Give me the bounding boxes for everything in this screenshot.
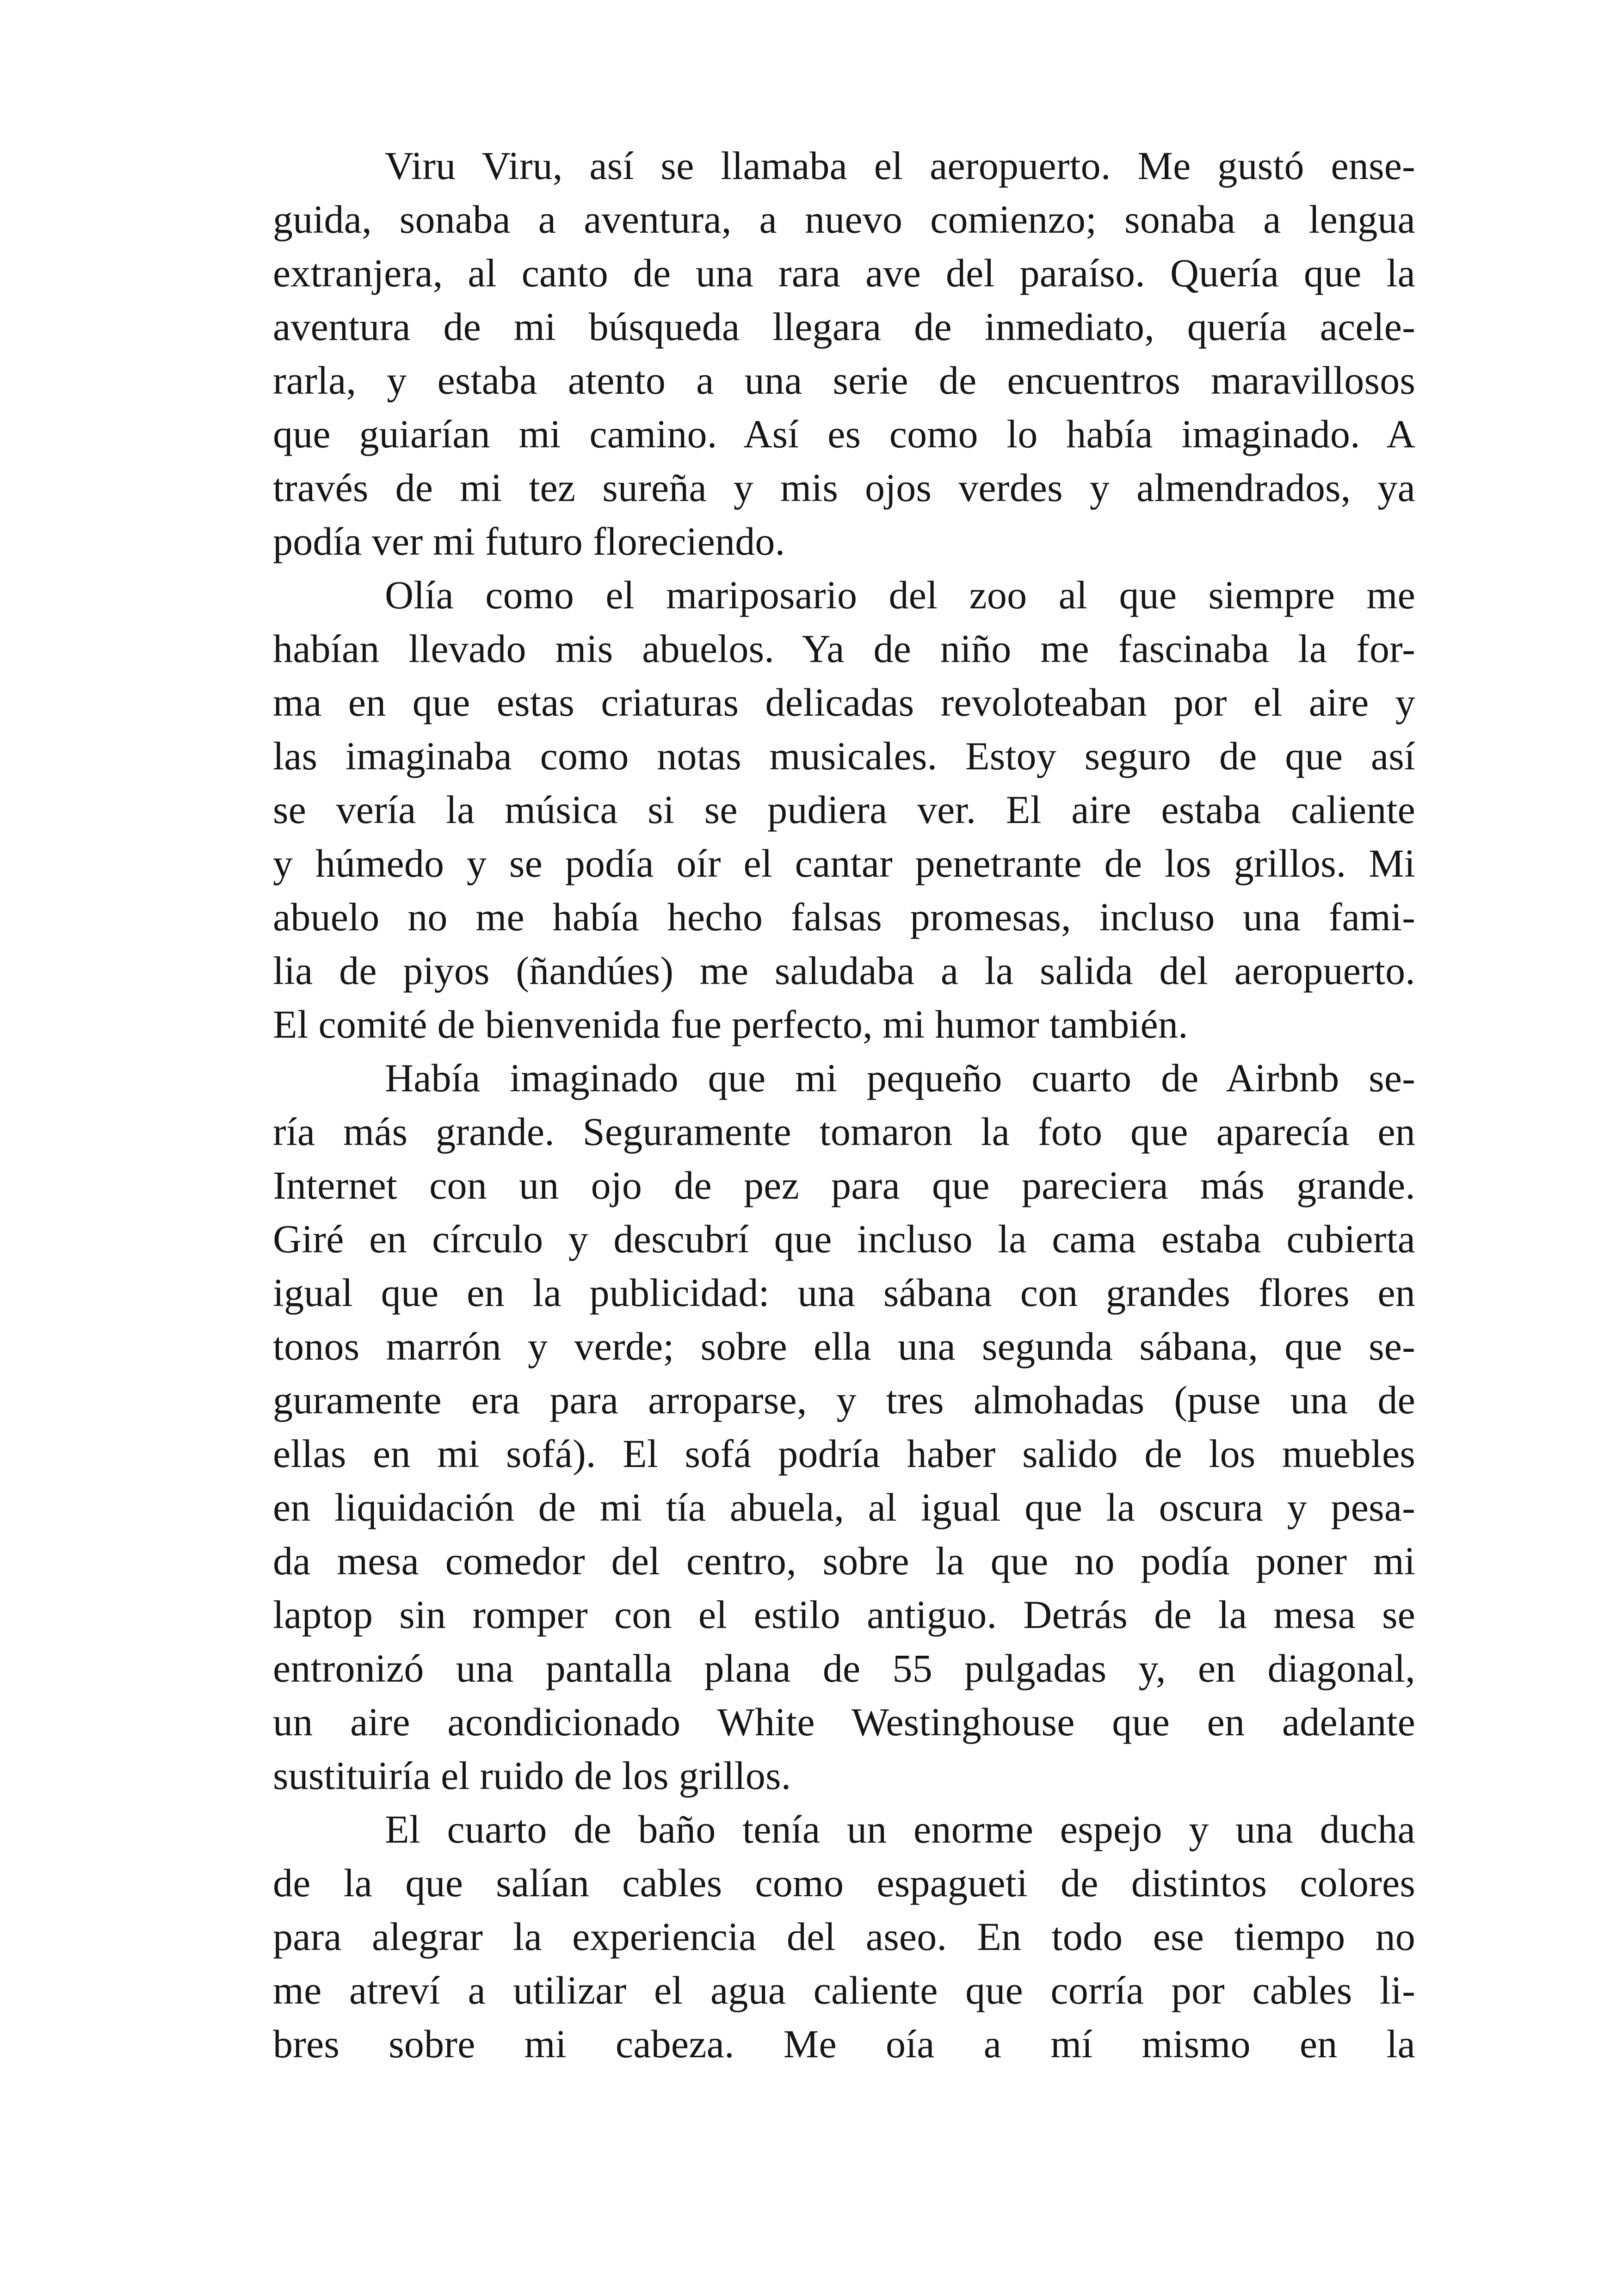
text-line: Olía como el mariposario del zoo al que siempre me <box>385 573 1415 617</box>
text-line: igual que en la publicidad: una sábana con grandes flores en <box>273 1270 1415 1315</box>
text-line: de la que salían cables como espagueti de distintos colores <box>273 1861 1415 1905</box>
text-line: Había imaginado que mi pequeño cuarto de Airbnb se- <box>385 1056 1415 1100</box>
text-line: me atreví a utilizar el agua caliente que corría por cables li- <box>273 1968 1415 2012</box>
text-block <box>273 139 1415 2071</box>
text-line: entronizó una pantalla plana de 55 pulgadas y, en diagonal, <box>273 1646 1415 1690</box>
text-line: abuelo no me había hecho falsas promesas, incluso una fami- <box>273 895 1415 939</box>
text-line: Giré en círculo y descubrí que incluso la cama estaba cubierta <box>273 1217 1415 1261</box>
text-line: guramente era para arroparse, y tres almohadas (puse una de <box>273 1378 1415 1422</box>
text-line: sustituiría el ruido de los grillos. <box>273 1753 791 1798</box>
paragraph <box>273 1802 1415 2071</box>
text-line: Viru Viru, así se llamaba el aeropuerto. Me gustó ense- <box>385 143 1415 188</box>
text-line: laptop sin romper con el estilo antiguo. Detrás de la mesa se <box>273 1592 1415 1637</box>
text-line: extranjera, al canto de una rara ave del paraíso. Quería que la <box>273 251 1415 295</box>
text-line: aventura de mi búsqueda llegara de inmediato, quería acele- <box>273 304 1415 349</box>
text-line: ellas en mi sofá). El sofá podría haber salido de los muebles <box>273 1431 1415 1476</box>
paragraph <box>273 1051 1415 1802</box>
paragraph <box>273 568 1415 1051</box>
text-line: ría más grande. Seguramente tomaron la foto que aparecía en <box>273 1109 1415 1154</box>
text-line: El cuarto de baño tenía un enorme espejo y una ducha <box>385 1807 1415 1851</box>
text-line: un aire acondicionado White Westinghouse que en adelante <box>273 1700 1415 1744</box>
text-line: lia de piyos (ñandúes) me saludaba a la salida del aeropuerto. <box>273 948 1415 993</box>
text-line: El comité de bienvenida fue perfecto, mi humor también. <box>273 1002 1188 1046</box>
text-line: través de mi tez sureña y mis ojos verdes y almendrados, ya <box>273 465 1415 510</box>
text-line: ma en que estas criaturas delicadas revoloteaban por el aire y <box>273 680 1415 724</box>
text-line: y húmedo y se podía oír el cantar penetrante de los grillos. Mi <box>273 841 1415 885</box>
text-line: tonos marrón y verde; sobre ella una segunda sábana, que se- <box>273 1324 1415 1368</box>
text-line: las imaginaba como notas musicales. Estoy seguro de que así <box>273 734 1415 778</box>
text-line: da mesa comedor del centro, sobre la que no podía poner mi <box>273 1539 1415 1583</box>
text-line: habían llevado mis abuelos. Ya de niño me fascinaba la for- <box>273 626 1415 671</box>
text-line: guida, sonaba a aventura, a nuevo comienzo; sonaba a lengua <box>273 197 1415 241</box>
text-line: rarla, y estaba atento a una serie de encuentros maravillosos <box>273 358 1415 402</box>
text-line: se vería la música si se pudiera ver. El aire estaba caliente <box>273 787 1415 832</box>
text-line: Internet con un ojo de pez para que pareciera más grande. <box>273 1163 1415 1207</box>
text-line: en liquidación de mi tía abuela, al igual que la oscura y pesa- <box>273 1485 1415 1529</box>
paragraph <box>273 139 1415 568</box>
text-line: bres sobre mi cabeza. Me oía a mí mismo en la <box>273 2022 1415 2066</box>
text-line: para alegrar la experiencia del aseo. En todo ese tiempo no <box>273 1914 1415 1959</box>
text-line: podía ver mi futuro floreciendo. <box>273 519 785 563</box>
text-line: que guiarían mi camino. Así es como lo había imaginado. A <box>273 412 1415 456</box>
